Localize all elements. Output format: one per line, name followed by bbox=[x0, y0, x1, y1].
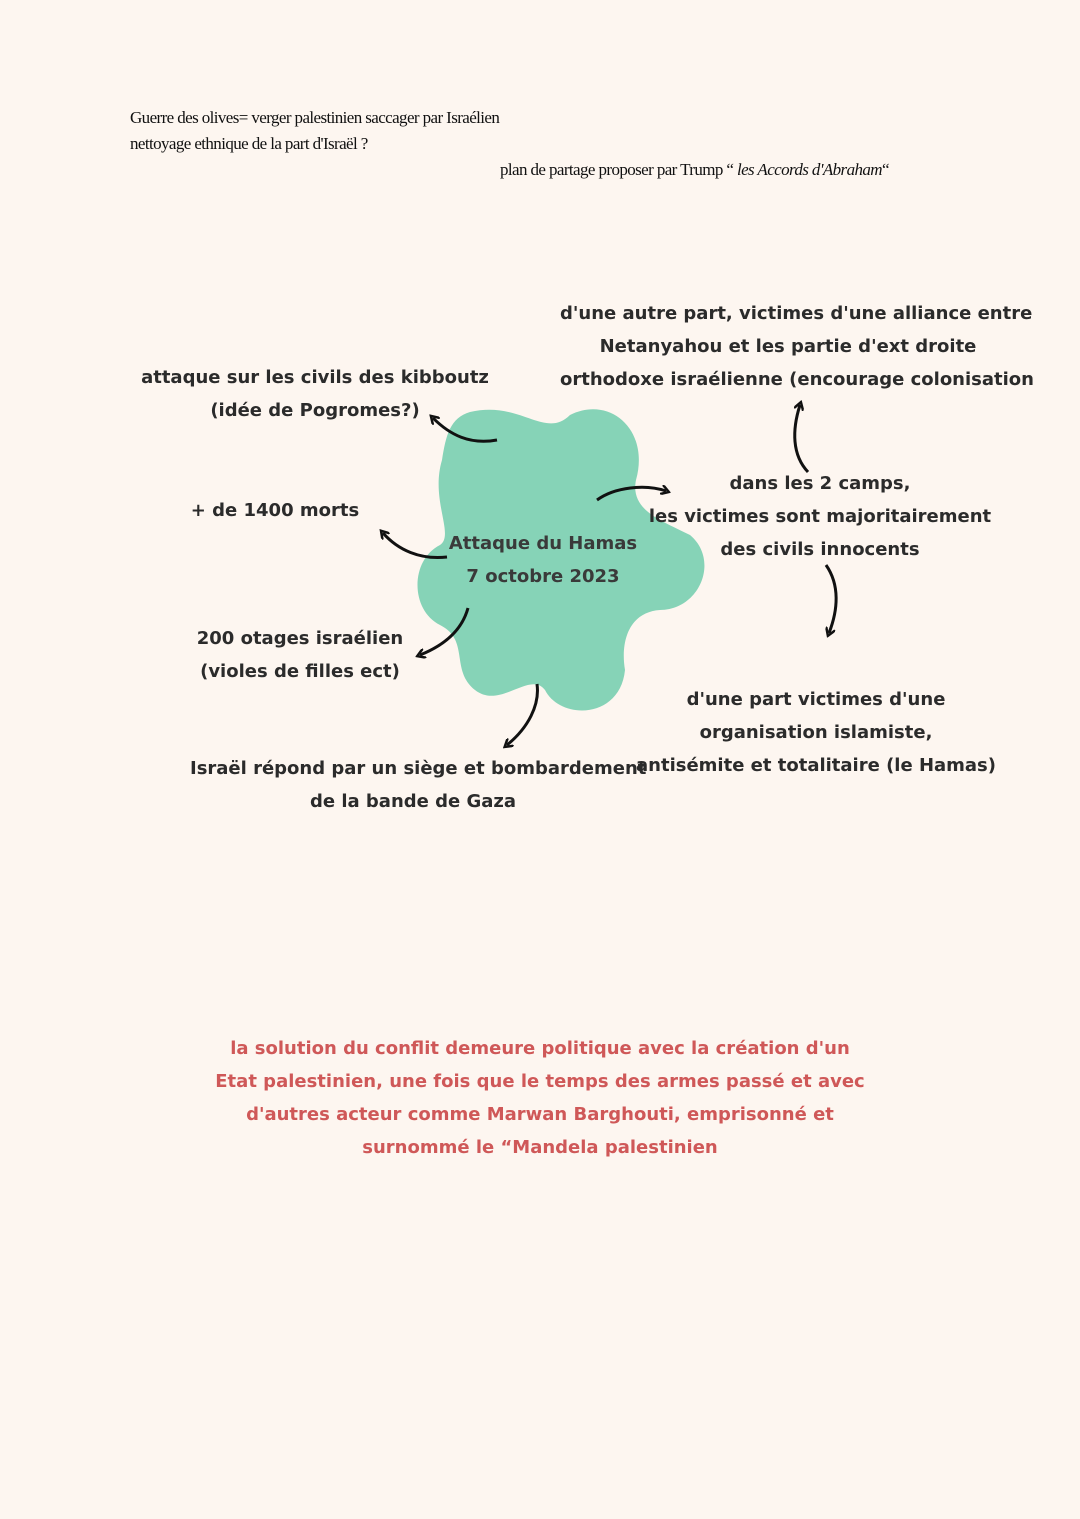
accords-abraham: les Accords d'Abraham bbox=[736, 160, 882, 179]
conclusion-paragraph bbox=[180, 1032, 900, 1164]
node-une-part bbox=[636, 683, 996, 782]
une-part-line2: organisation islamiste, bbox=[699, 722, 933, 743]
arrow-une-part bbox=[826, 565, 836, 633]
otages-line1: 200 otages israélien bbox=[196, 628, 404, 649]
center-title: Attaque du Hamas bbox=[448, 533, 638, 554]
conclusion-line4: surnommé le “Mandela palestinien bbox=[362, 1137, 718, 1158]
arrow-autre-part bbox=[795, 405, 808, 472]
node-morts bbox=[180, 494, 370, 527]
node-otages bbox=[170, 622, 430, 688]
israel-line2: de la bande de Gaza bbox=[309, 791, 517, 812]
node-kibboutz bbox=[130, 361, 500, 427]
israel-line1: Israël répond par un siège et bombardement bbox=[190, 758, 647, 779]
conclusion-line2: Etat palestinien, une fois que le temps des armes passé et avec bbox=[215, 1071, 865, 1092]
conclusion-line1: la solution du conflit demeure politique avec la création d'un bbox=[230, 1038, 850, 1059]
center-date: 7 octobre 2023 bbox=[466, 566, 620, 587]
autre-part-line2: Netanyahou et les partie d'ext droite bbox=[599, 336, 977, 357]
otages-line2: (violes de filles ect) bbox=[200, 661, 400, 682]
camps-line2: les victimes sont majoritairement bbox=[648, 506, 992, 527]
autre-part-line3: orthodoxe israélienne (encourage colonisation bbox=[560, 369, 1034, 390]
camps-line1: dans les 2 camps, bbox=[729, 473, 911, 494]
arrow-israel bbox=[507, 684, 537, 745]
une-part-line1: d'une part victimes d'une bbox=[686, 689, 946, 710]
note-guerre-olives: Guerre des olives= verger palestinien saccager par Israélien bbox=[130, 108, 500, 127]
plan-text: plan de partage proposer par Trump “ bbox=[500, 160, 737, 179]
kibboutz-line1: attaque sur les civils des kibboutz bbox=[141, 367, 489, 388]
conclusion-line3: d'autres acteur comme Marwan Barghouti, emprisonné et bbox=[246, 1104, 834, 1125]
note-nettoyage-ethnique: nettoyage ethnique de la part d'Israël ? bbox=[130, 134, 368, 153]
node-deux-camps bbox=[640, 467, 1000, 566]
morts-line1: + de 1400 morts bbox=[190, 500, 360, 521]
une-part-line3: antisémite et totalitaire (le Hamas) bbox=[636, 755, 996, 776]
camps-line3: des civils innocents bbox=[720, 539, 920, 560]
quote-close: “ bbox=[881, 160, 889, 179]
node-autre-part bbox=[560, 297, 1034, 396]
kibboutz-line2: (idée de Pogromes?) bbox=[210, 400, 420, 421]
node-israel-reponse bbox=[190, 752, 647, 818]
autre-part-line1: d'une autre part, victimes d'une alliance entre bbox=[560, 303, 1033, 324]
